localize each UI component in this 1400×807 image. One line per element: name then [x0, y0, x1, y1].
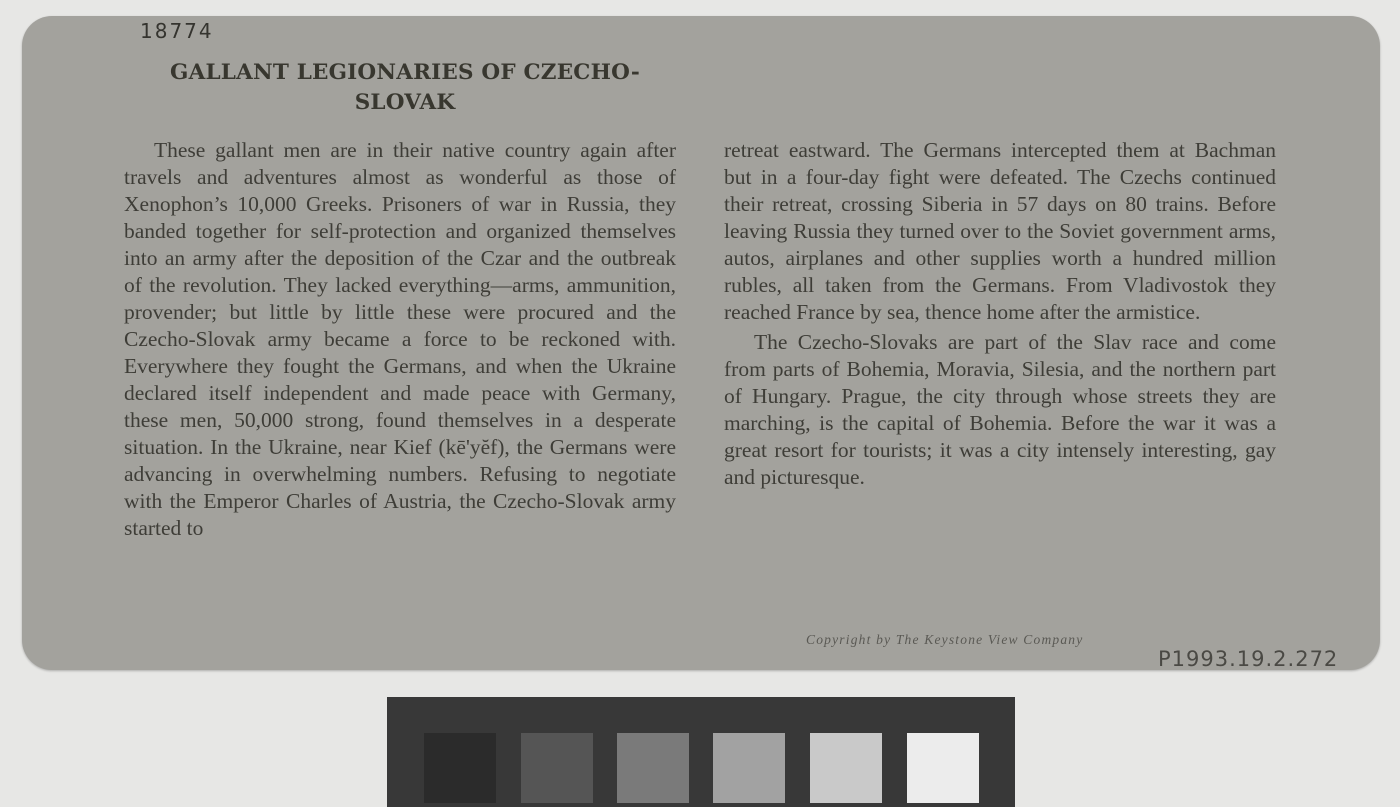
paragraph: retreat eastward. The Germans intercepted them at Bachman but in a four-day fight were defeated. The Czechs continued their retreat, crossing Siberia in 57 days on 80 trains. Before leaving Russia they turned over to the Soviet government arms, autos, airplanes and other supplies worth a hundred million rubles, all taken from the Germans. From Vladivostok they reached France by sea, thence home after the armistice. — [724, 138, 1276, 324]
copyright-line: Copyright by The Keystone View Company — [806, 632, 1084, 647]
card-number: 18774 — [140, 19, 214, 43]
gray-swatch — [521, 733, 593, 803]
title-line-2: SLOVAK — [354, 90, 456, 115]
paragraph: These gallant men are in their native country again after travels and adventures almost as wonderful as those of Xenophon’s 10,000 Greeks. Prisoners of war in Russia, they banded together for self-protection and organized themselves into an army after the deposition of the Czar and the outbreak of the revolution. They lacked everything—arms, ammunition, provender; but little by little these were procured and the Czecho-Slovak army became a force to be reckoned with. Everywhere they fought the Germans, and when the Ukraine declared itself independent and made peace with Germany, these men, 50,000 strong, found themselves in a desperate situation. In the Ukraine, near Kief (kē'yĕf), the Germans were advancing in overwhelming numbers. Refusing to negotiate with the Emperor Charles of Austria, the Czecho-Slovak army started to — [124, 138, 676, 540]
text-column-left — [124, 137, 676, 542]
color-calibration-strip — [387, 697, 1015, 807]
gray-swatch — [617, 733, 689, 803]
catalog-number: P1993.19.2.272 — [1158, 647, 1339, 670]
gray-swatch — [713, 733, 785, 803]
card-title — [124, 58, 686, 118]
text-column-right — [724, 137, 1276, 491]
gray-swatch — [424, 733, 496, 803]
stereocard-back — [22, 16, 1380, 670]
gray-swatch — [907, 733, 979, 803]
gray-swatch — [810, 733, 882, 803]
paragraph: The Czecho-Slovaks are part of the Slav race and come from parts of Bohemia, Moravia, Silesia, and the northern part of Hungary. Prague, the city through whose streets they are marching, is the capital of Bohemia. Before the war it was a great resort for tourists; it was a city intensely interesting, gay and picturesque. — [724, 330, 1276, 489]
title-line-1: GALLANT LEGIONARIES OF CZECHO- — [170, 60, 640, 85]
